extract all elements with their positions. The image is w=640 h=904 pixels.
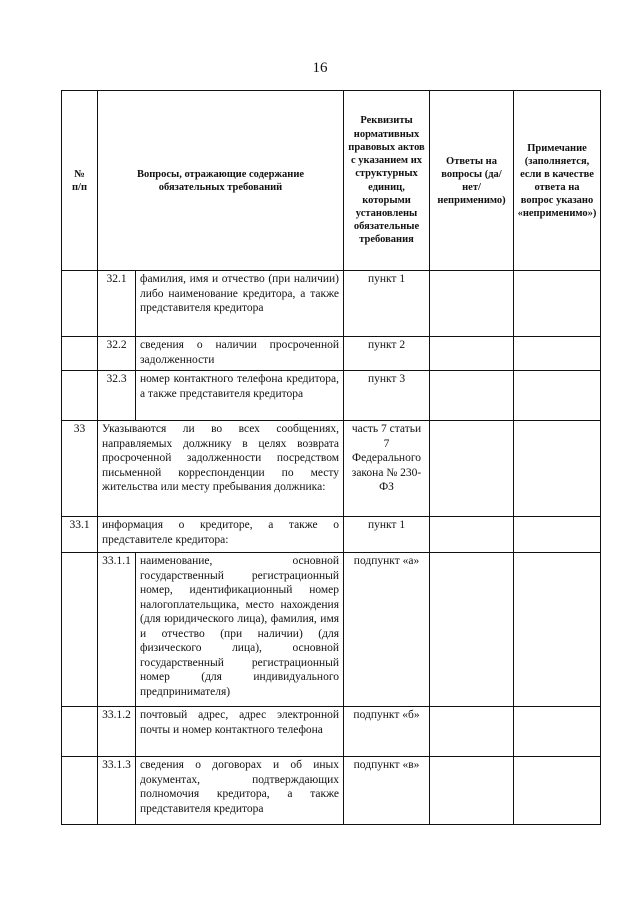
row-subnum: 33.1.3 [98,757,136,825]
row-question: сведения о наличии просроченной задолженности [136,337,344,371]
note-cell[interactable] [514,371,601,421]
header-note: Примечание (заполняется, если в качестве ответа на вопрос указано «неприменимо») [514,91,601,271]
note-cell[interactable] [514,707,601,757]
row-num [62,371,98,421]
row-num [62,271,98,337]
row-question: информация о кредиторе, а также о представителе кредитора: [98,517,344,553]
table-row [62,421,601,517]
note-cell[interactable] [514,757,601,825]
row-act: подпункт «в» [344,757,430,825]
row-num [62,707,98,757]
row-act: пункт 2 [344,337,430,371]
row-question: наименование, основной государственный регистрационный номер, идентификационный номер налогоплательщика, место нахождения (для юридического лица), фамилия, имя и отчество (при наличии) (для физического лица), основной государственный регистрационный номер (для индивидуального предпринимателя) [136,553,344,707]
row-num: 33 [62,421,98,517]
row-num [62,553,98,707]
row-num [62,337,98,371]
table-row [62,757,601,825]
row-act: часть 7 статьи 7 Федерального закона № 230-ФЗ [344,421,430,517]
note-cell[interactable] [514,421,601,517]
answer-cell[interactable] [430,421,514,517]
table-row [62,371,601,421]
page-number: 16 [312,60,328,76]
note-cell[interactable] [514,337,601,371]
row-subnum: 33.1.2 [98,707,136,757]
row-subnum: 32.3 [98,371,136,421]
header-num: № п/п [62,91,98,271]
row-question: фамилия, имя и отчество (при наличии) либо наименование кредитора, а также представителя кредитора [136,271,344,337]
table-row [62,337,601,371]
row-question: Указываются ли во всех сообщениях, направляемых должнику в целях возврата просроченной задолженности посредством письменной корреспонденции по месту жительства или месту пребывания должника: [98,421,344,517]
row-subnum: 33.1.1 [98,553,136,707]
header-requisites: Реквизиты нормативных правовых актов с указанием их структурных единиц, которыми установлены обязательные требования [344,91,430,271]
note-cell[interactable] [514,517,601,553]
row-num [62,757,98,825]
row-act: пункт 1 [344,517,430,553]
row-act: подпункт «б» [344,707,430,757]
table-header-row [62,91,601,271]
answer-cell[interactable] [430,757,514,825]
note-cell[interactable] [514,553,601,707]
row-act: пункт 3 [344,371,430,421]
header-questions: Вопросы, отражающие содержание обязательных требований [98,91,344,271]
row-num: 33.1 [62,517,98,553]
table-row [62,271,601,337]
requirements-table [61,90,601,825]
answer-cell[interactable] [430,517,514,553]
answer-cell[interactable] [430,553,514,707]
row-question: почтовый адрес, адрес электронной почты и номер контактного телефона [136,707,344,757]
answer-cell[interactable] [430,371,514,421]
table-row [62,553,601,707]
table-row [62,517,601,553]
answer-cell[interactable] [430,337,514,371]
answer-cell[interactable] [430,271,514,337]
answer-cell[interactable] [430,707,514,757]
header-answers: Ответы на вопросы (да/нет/ неприменимо) [430,91,514,271]
row-question: номер контактного телефона кредитора, а также представителя кредитора [136,371,344,421]
note-cell[interactable] [514,271,601,337]
row-act: подпункт «а» [344,553,430,707]
row-subnum: 32.1 [98,271,136,337]
row-act: пункт 1 [344,271,430,337]
row-question: сведения о договорах и об иных документах, подтверждающих полномочия кредитора, а также представителя кредитора [136,757,344,825]
table-row [62,707,601,757]
row-subnum: 32.2 [98,337,136,371]
